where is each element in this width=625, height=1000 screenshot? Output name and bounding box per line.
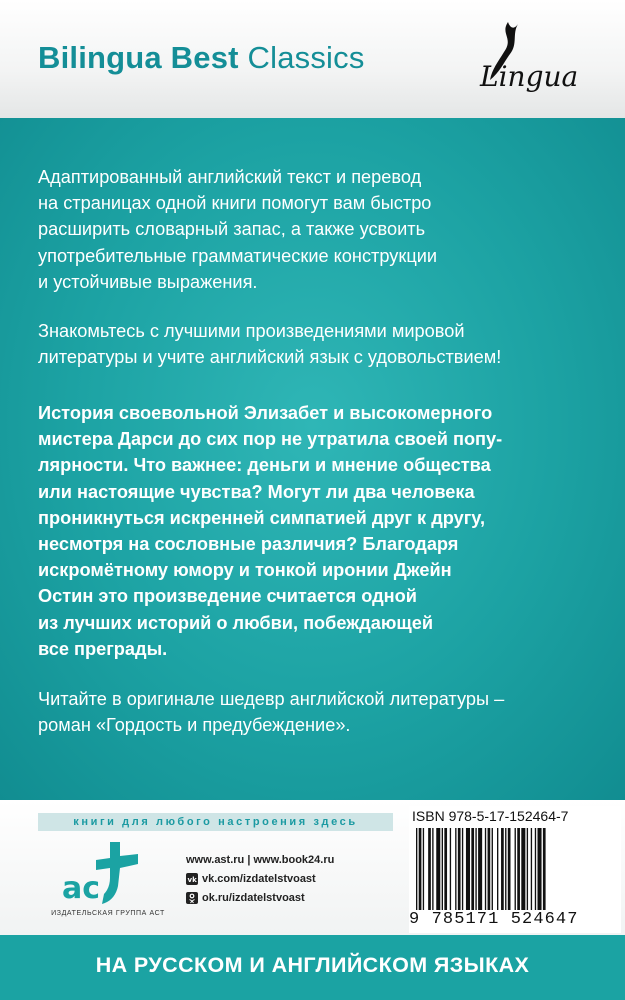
barcode-bar <box>521 828 525 910</box>
series-title <box>38 40 365 76</box>
barcode-bar <box>423 828 424 910</box>
barcode-bar <box>419 828 422 910</box>
barcode-bar <box>485 828 486 910</box>
closing-paragraph <box>38 686 598 738</box>
language-banner-text: НА РУССКОМ И АНГЛИЙСКОМ ЯЗЫКАХ <box>95 953 530 977</box>
barcode-bar <box>458 828 461 910</box>
text-line: расширить словарный запас, а также усвоить <box>38 219 426 240</box>
text-line: несмотря на сословные различия? Благодаря <box>38 534 459 555</box>
barcode-bar <box>515 828 516 910</box>
text-line: Адаптированный английский текст и перевод <box>38 167 422 187</box>
description-panel <box>0 118 625 800</box>
barcode-bar <box>508 828 511 910</box>
barcode-bar <box>538 828 542 910</box>
text-line: роман «Гордость и предубеждение». <box>38 715 351 736</box>
ast-logo-text: ас <box>62 871 101 906</box>
footer-band <box>0 800 625 935</box>
invite-paragraph <box>38 318 598 370</box>
text-line: или настоящие чувства? Могут ли два человека <box>38 481 475 502</box>
svg-text:vk: vk <box>187 875 197 884</box>
barcode-bar <box>475 828 476 910</box>
barcode-bar <box>416 828 417 910</box>
barcode-bar <box>501 828 504 910</box>
isbn-text: ISBN 978-5-17-152464-7 <box>412 808 569 824</box>
barcode-bar <box>466 828 470 910</box>
ok-icon <box>186 892 198 904</box>
barcode-bar <box>527 828 528 910</box>
text-line: и устойчивые выражения. <box>38 271 258 292</box>
text-line: История своевольной Элизабет и высокомерного <box>38 403 493 423</box>
text-line: из лучших историй о любви, побеждающей <box>38 612 434 633</box>
text-line: на страницах одной книги помогут вам быстро <box>38 193 432 214</box>
text-line: мистера Дарси до сих пор не утратила своей попу- <box>38 429 503 450</box>
barcode-bar <box>478 828 482 910</box>
tagline: книги для любого настроения здесь <box>38 813 393 831</box>
text-line: проникнуться искренней симпатией друг к другу, <box>38 507 486 528</box>
text-line: Читайте в оригинале шедевр английской литературы – <box>38 689 505 709</box>
barcode-box <box>409 806 621 933</box>
header-band <box>0 0 625 118</box>
barcode-number: 9 785171 524647 <box>409 910 579 929</box>
barcode-bar <box>432 828 433 910</box>
ast-logo <box>58 838 148 910</box>
language-banner <box>0 935 625 1000</box>
vk-link[interactable]: vk.com/izdatelstvoast <box>202 872 316 885</box>
barcode-bar <box>444 828 447 910</box>
site-links-row[interactable] <box>186 850 334 869</box>
synopsis-paragraph <box>38 400 598 662</box>
barcode-bar <box>517 828 520 910</box>
series-title-light: Classics <box>247 40 365 75</box>
text-line: Остин это произведение считается одной <box>38 586 417 607</box>
barcode <box>412 828 616 910</box>
barcode-bar <box>535 828 536 910</box>
text-line: литературы и учите английский язык с удовольствием! <box>38 347 502 368</box>
barcode-bar <box>531 828 532 910</box>
vk-row[interactable] <box>186 869 334 888</box>
publisher-name: ИЗДАТЕЛЬСКАЯ ГРУППА АСТ <box>51 910 165 917</box>
text-line: употребительные грамматические конструкции <box>38 245 438 266</box>
barcode-bar <box>442 828 443 910</box>
barcode-bar <box>497 828 498 910</box>
barcode-bar <box>455 828 456 910</box>
intro-paragraph <box>38 164 598 295</box>
barcode-bar <box>492 828 493 910</box>
barcode-bar <box>505 828 506 910</box>
barcode-bar <box>462 828 463 910</box>
site-links[interactable]: www.ast.ru | www.book24.ru <box>186 853 335 866</box>
text-line: искромётному юмору и тонкой иронии Джейн <box>38 560 452 581</box>
barcode-bar <box>428 828 431 910</box>
barcode-bar <box>471 828 474 910</box>
text-line: Знакомьтесь с лучшими произведениями мировой <box>38 321 465 341</box>
barcode-bar <box>488 828 491 910</box>
barcode-bar <box>543 828 546 910</box>
barcode-bar <box>450 828 451 910</box>
lingua-logo <box>470 14 590 104</box>
series-title-bold: Bilingua Best <box>38 40 239 75</box>
ok-row[interactable] <box>186 888 334 907</box>
ok-link[interactable]: ok.ru/izdatelstvoast <box>202 891 305 904</box>
lingua-logo-text: Lingua <box>480 60 579 93</box>
text-line: все преграды. <box>38 638 168 659</box>
barcode-bar <box>436 828 440 910</box>
text-line: лярности. Что важнее: деньги и мнение общества <box>38 455 491 476</box>
publisher-links <box>186 850 334 907</box>
vk-icon <box>186 873 198 885</box>
